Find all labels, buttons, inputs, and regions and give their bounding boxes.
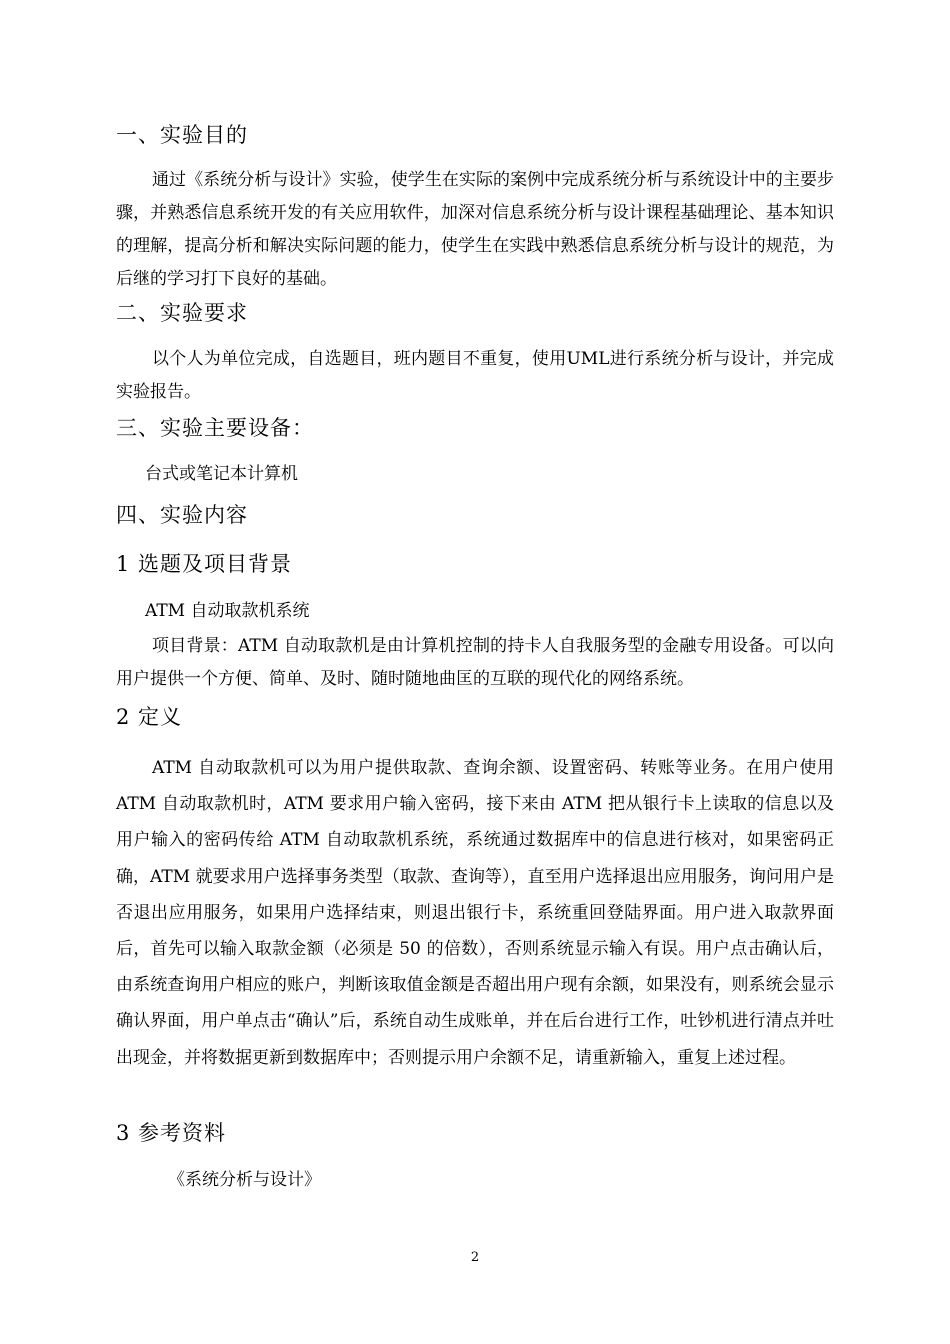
definition-paragraph: ATM 自动取款机可以为用户提供取款、查询余额、设置密码、转账等业务。在用户使用 ATM 自动取款机时，ATM 要求用户输入密码，接下来由 ATM 把从银行卡上读取的信息以及用户输入的密码传给 ATM 自动取款机系统，系统通过数据库中的信息进行核对，如果密码正确，ATM 就要求用户选择事务类型（取款、查询等），直至用户选择退出应用服务，询问用户是否退出应用服务，如果用户选择结束，则退出银行卡，系统重回登陆界面。用户进入取款界面后，首先可以输入取款金额（必须是 50 的倍数），否则系统显示输入有误。用户点击确认后，由系统查询用户相应的账户，判断该取值金额是否超出用户现有余额，如果没有，则系统会显示确认界面，用户单点击“确认”后，系统自动生成账单，并在后台进行工作，吐钞机进行清点并吐出现金，并将数据更新到数据库中；否则提示用户余额不足，请重新输入，重复上述过程。	[116, 758, 834, 1068]
subsection-heading-definition: 2 定义	[116, 705, 183, 729]
references-text: 《系统分析与设计》	[168, 1170, 321, 1190]
subsection-heading-references: 3 参考资料	[116, 1121, 227, 1145]
section-heading-requirements: 二、实验要求	[116, 301, 248, 325]
section-heading-purpose: 一、实验目的	[116, 123, 248, 147]
equipment-text: 台式或笔记本计算机	[145, 464, 298, 484]
requirements-paragraph: 以个人为单位完成，自选题目，班内题目不重复，使用UML进行系统分析与设计，并完成实验报告。	[116, 349, 834, 402]
topic-title: ATM 自动取款机系统	[145, 601, 310, 621]
subsection-heading-topic: 1 选题及项目背景	[116, 552, 293, 576]
page-number: 2	[470, 1250, 480, 1265]
section-heading-content: 四、实验内容	[116, 503, 248, 527]
topic-background-paragraph: 项目背景：ATM 自动取款机是由计算机控制的持卡人自我服务型的金融专用设备。可以向用户提供一个方便、简单、及时、随时随地曲匡的互联的现代化的网络系统。	[116, 636, 834, 689]
section-heading-equipment: 三、实验主要设备：	[116, 416, 314, 440]
purpose-paragraph: 通过《系统分析与设计》实验，使学生在实际的案例中完成系统分析与系统设计中的主要步骤，并熟悉信息系统开发的有关应用软件，加深对信息系统分析与设计课程基础理论、基本知识的理解，提高分析和解决实际问题的能力，使学生在实践中熟悉信息系统分析与设计的规范，为后继的学习打下良好的基础。	[116, 170, 834, 289]
